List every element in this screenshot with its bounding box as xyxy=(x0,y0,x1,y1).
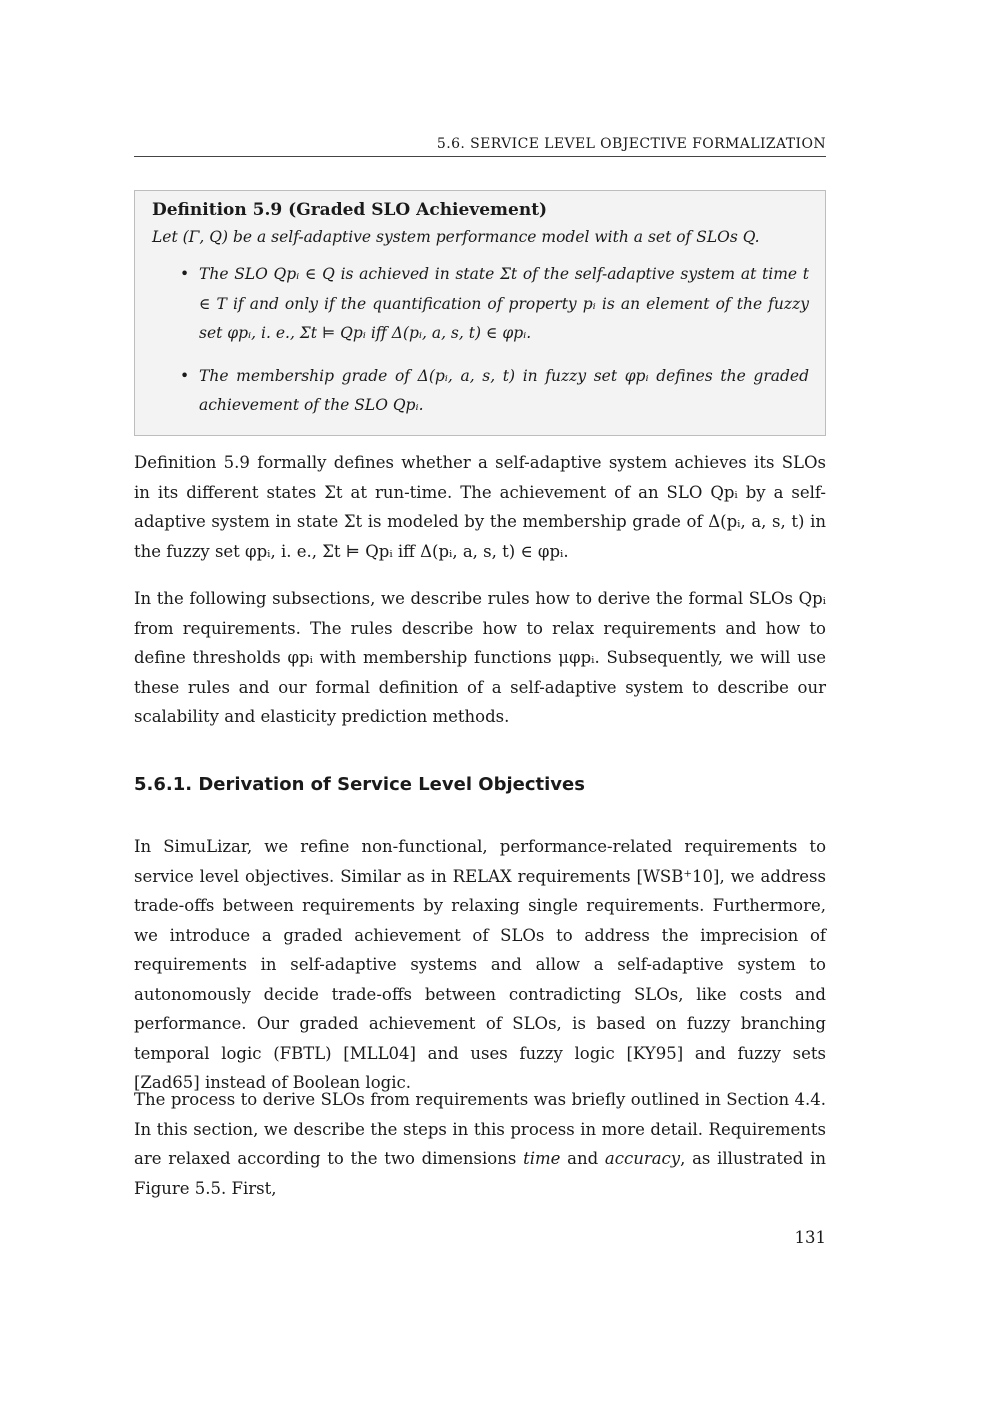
definition-item: • The membership grade of Δ(pᵢ, a, s, t) in fuzzy set φpᵢ defines the graded achievement of the SLO Qpᵢ. xyxy=(199,362,809,421)
paragraph xyxy=(134,1085,826,1203)
text-run: , as illustrated in Figure 5.5. First, xyxy=(134,1149,826,1198)
definition-title: Definition 5.9 (Graded SLO Achievement) xyxy=(152,200,548,220)
definition-intro: Let (Γ, Q) be a self-adaptive system performance model with a set of SLOs Q. xyxy=(152,228,760,246)
definition-box xyxy=(134,190,826,436)
definition-item: • The SLO Qpᵢ ∈ Q is achieved in state Σt of the self-adaptive system at time t ∈ T if and only if the quantification of property pᵢ is an element of the fuzzy set φpᵢ, i. e., Σt ⊨ Qpᵢ iff Δ(pᵢ, a, s, t) ∈ φpᵢ. xyxy=(199,260,809,349)
paragraph: Definition 5.9 formally defines whether a self-adaptive system achieves its SLOs in its different states Σt at run-time. The achievement of an SLO Qpᵢ by a self-adaptive system in state Σt is modeled by the membership grade of Δ(pᵢ, a, s, t) in the fuzzy set φpᵢ, i. e., Σt ⊨ Qpᵢ iff Δ(pᵢ, a, s, t) ∈ φpᵢ. xyxy=(134,453,826,561)
paragraph: In the following subsections, we describe rules how to derive the formal SLOs Qpᵢ from requirements. The rules describe how to relax requirements and how to define thresholds φpᵢ with membership functions μφpᵢ. Subsequently, we will use these rules and our formal definition of a self-adaptive system to describe our scalability and elasticity prediction methods. xyxy=(134,589,826,726)
section-heading: 5.6.1. Derivation of Service Level Objectives xyxy=(134,774,585,795)
running-header: 5.6. SERVICE LEVEL OBJECTIVE FORMALIZATION xyxy=(134,136,826,157)
text-run: The process to derive SLOs from requirements was briefly outlined in Section 4.4. In this section, we describe the steps in this process in more detail. Requirements are relaxed according to the two dimensions xyxy=(134,1090,826,1168)
text-run: and xyxy=(560,1149,605,1168)
page-number: 131 xyxy=(794,1228,826,1247)
definition-list xyxy=(152,260,809,421)
paragraph: In SimuLizar, we refine non-functional, performance-related requirements to service level objectives. Similar as in RELAX requirements [WSB⁺10], we address trade-offs between requirements by relaxing single requirements. Furthermore, we introduce a graded achievement of SLOs to address the imprecision of requirements in self-adaptive systems and allow a self-adaptive system to autonomously decide trade-offs between contradicting SLOs, like costs and performance. Our graded achievement of SLOs, is based on fuzzy branching temporal logic (FBTL) [MLL04] and uses fuzzy logic [KY95] and fuzzy sets [Zad65] instead of Boolean logic. xyxy=(134,837,826,1092)
emphasis-time: time xyxy=(523,1149,561,1168)
emphasis-accuracy: accuracy xyxy=(604,1149,681,1168)
